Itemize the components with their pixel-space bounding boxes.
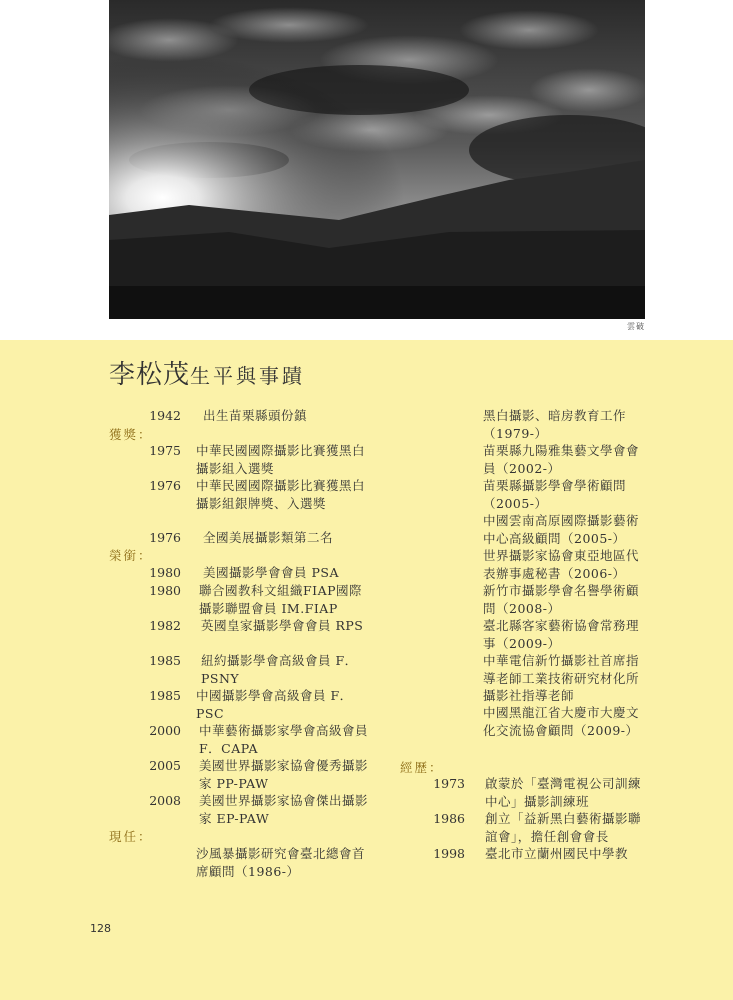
title-name: 李松茂 xyxy=(109,360,191,390)
title-rest: 生平與事蹟 xyxy=(190,364,306,388)
current-row: 苗栗縣九陽雅集藝文學會會員（2002-） xyxy=(483,443,640,476)
page-title xyxy=(109,353,305,391)
current-heading: 現任： xyxy=(109,829,153,844)
current-row: 苗栗縣攝影學會學術顧問（2005-） xyxy=(483,478,627,511)
photo-caption: 雲破 xyxy=(627,322,645,331)
current-row: 新竹市攝影學會名譽學術顧問（2008-） xyxy=(483,583,640,616)
current-row: 世界攝影家協會東亞地區代表辦事處秘書（2006-） xyxy=(483,548,640,581)
page-number: 128 xyxy=(90,922,111,935)
landscape-photo xyxy=(109,0,645,319)
awards-heading: 獲獎： xyxy=(109,427,153,442)
current-row: 黑白攝影、暗房教育工作（1979-） xyxy=(483,408,627,441)
honors-heading: 榮銜： xyxy=(109,548,153,563)
current-row: 臺北縣客家藝術協會常務理事（2009-） xyxy=(483,618,640,651)
sunset-clouds-image xyxy=(109,0,645,319)
experience-heading: 經歷： xyxy=(400,760,444,775)
current-row: 中國雲南高原國際攝影藝術中心高級顧問（2005-） xyxy=(483,513,640,546)
current-row: 中國黑龍江省大慶市大慶文化交流協會顧問（2009-） xyxy=(483,705,640,738)
current-row: 中華電信新竹攝影社首席指導老師工業技術研究材化所攝影社指導老師 xyxy=(483,653,640,703)
